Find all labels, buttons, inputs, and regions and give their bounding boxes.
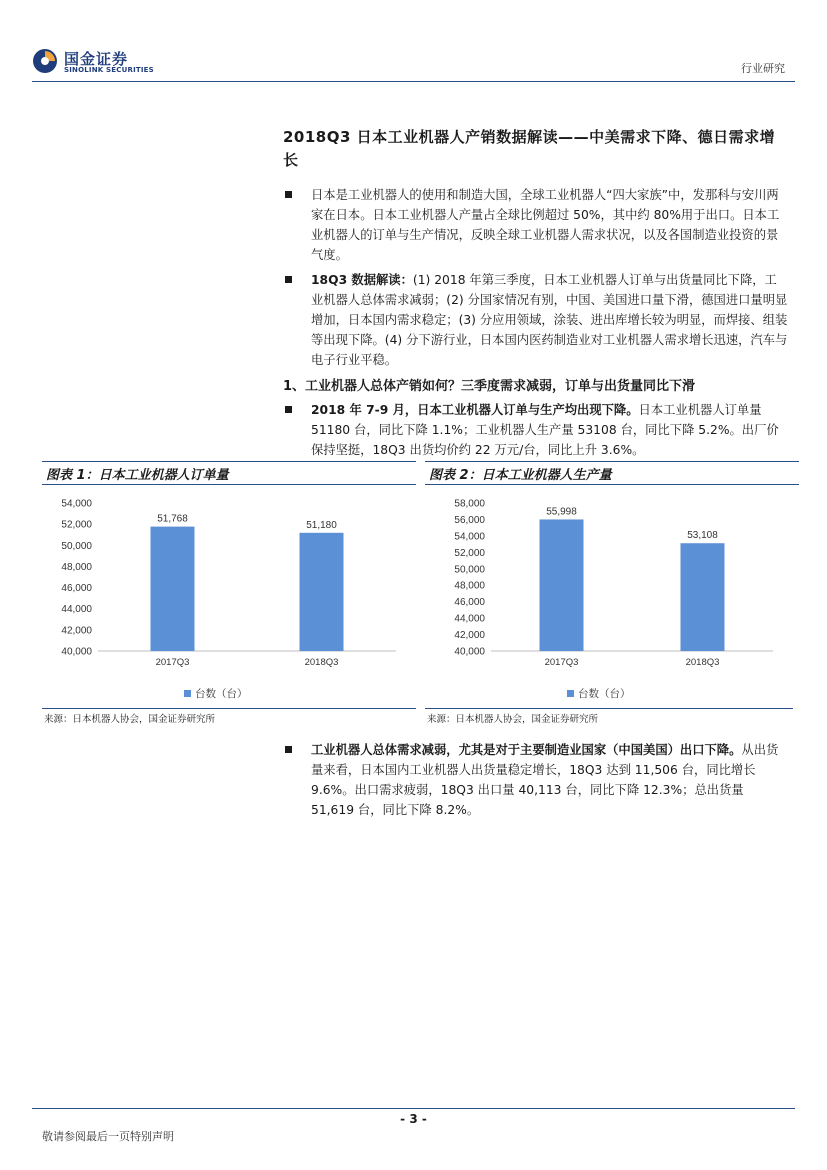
header-divider <box>32 81 795 82</box>
x-tick-label: 2017Q3 <box>155 657 190 668</box>
chart-production-plot <box>425 485 793 709</box>
bar <box>300 533 344 651</box>
y-tick-label: 52,000 <box>454 547 485 559</box>
x-tick-label: 2018Q3 <box>685 657 720 668</box>
y-tick-label: 50,000 <box>61 540 92 552</box>
paragraph-body: 从出货量来看，日本国内工业机器人出货量稳定增长，18Q3 达到 11,506 台，同比增长 9.6%。出口需求疲弱，18Q3 出口量 40,113 台，同比下降 12.3%；总出货量 51,619 台，同比下降 8.2%。 <box>311 743 779 817</box>
data-label: 51,180 <box>306 519 337 531</box>
bullet-icon <box>285 406 292 413</box>
y-tick-label: 46,000 <box>61 583 92 595</box>
y-tick-label: 52,000 <box>61 519 92 531</box>
chart-title: 图表 2：日本工业机器人生产量 <box>425 461 799 485</box>
y-tick-label: 46,000 <box>454 597 485 609</box>
page-number: - 3 - <box>400 1112 427 1126</box>
paragraph-lead: 18Q3 数据解读： <box>311 273 413 287</box>
data-label: 51,768 <box>157 513 188 525</box>
y-tick-label: 44,000 <box>61 604 92 616</box>
paragraph-intro <box>311 185 789 265</box>
footer-divider <box>32 1108 795 1109</box>
bullet-icon <box>285 191 292 198</box>
legend-swatch <box>567 690 574 697</box>
paragraph-q3-summary <box>311 270 789 370</box>
legend-label: 台数（台） <box>195 688 248 700</box>
logo-mark-icon <box>32 48 58 74</box>
y-tick-label: 40,000 <box>454 646 485 658</box>
chart-production <box>425 461 799 713</box>
paragraph-body: (1) 2018 年第三季度，日本工业机器人订单与出货量同比下降，工业机器人总体需求减弱；(2) 分国家情况有别，中国、美国进口量下滑，德国进口量明显增加，日本国内需求稳定；(3) 分应用领域，涂装、进出库增长较为明显，而焊接、组装等出现下降。(4) 分下游行业，日本国内医药制造业对工业机器人需求增长迅速，汽车与电子行业平稳。 <box>311 273 788 367</box>
paragraph-intro-text: 日本是工业机器人的使用和制造大国，全球工业机器人“四大家族”中，发那科与安川两家在日本。日本工业机器人产量占全球比例超过 50%，其中约 80%用于出口。日本工业机器人的订单与生产情况，反映全球工业机器人需求状况，以及各国制造业投资的景气度。 <box>311 188 780 262</box>
logo-text-en: SINOLINK SECURITIES <box>64 66 154 74</box>
x-tick-label: 2018Q3 <box>304 657 339 668</box>
y-tick-label: 56,000 <box>454 514 485 526</box>
legend-swatch <box>184 690 191 697</box>
y-tick-label: 48,000 <box>454 580 485 592</box>
bullet-icon <box>285 276 292 283</box>
y-tick-label: 54,000 <box>454 531 485 543</box>
source-divider <box>42 708 416 709</box>
report-category: 行业研究 <box>741 62 785 75</box>
bar <box>540 519 584 651</box>
y-tick-label: 42,000 <box>61 625 92 637</box>
paragraph-lead: 工业机器人总体需求减弱，尤其是对于主要制造业国家（中国美国）出口下降。 <box>311 743 742 757</box>
y-tick-label: 58,000 <box>454 498 485 510</box>
y-tick-label: 44,000 <box>454 613 485 625</box>
chart-source: 来源：日本机器人协会，国金证券研究所 <box>44 714 216 725</box>
section-heading: 1、工业机器人总体产销如何？三季度需求减弱，订单与出货量同比下滑 <box>283 379 696 394</box>
y-tick-label: 54,000 <box>61 498 92 510</box>
paragraph-orders-production <box>311 400 789 460</box>
logo-text-cn: 国金证券 <box>64 50 129 68</box>
chart-orders <box>42 461 416 713</box>
bullet-icon <box>285 746 292 753</box>
chart-source: 来源：日本机器人协会，国金证券研究所 <box>427 714 599 725</box>
data-label: 53,108 <box>687 530 718 542</box>
paragraph-body: 日本工业机器人订单量 51180 台，同比下降 1.1%；工业机器人生产量 53108 台，同比下降 5.2%。出厂价保持坚挺，18Q3 出货均价约 22 万元/台，同比上升 3.6%。 <box>311 403 779 457</box>
footer-disclaimer: 敬请参阅最后一页特别声明 <box>42 1130 174 1143</box>
y-tick-label: 42,000 <box>454 630 485 642</box>
y-tick-label: 48,000 <box>61 561 92 573</box>
chart-orders-plot <box>42 485 416 709</box>
y-tick-label: 50,000 <box>454 564 485 576</box>
data-label: 55,998 <box>546 506 577 518</box>
paragraph-shipments <box>311 740 789 820</box>
x-tick-label: 2017Q3 <box>544 657 579 668</box>
bar <box>681 543 725 651</box>
paragraph-lead: 2018 年 7-9 月，日本工业机器人订单与生产均出现下降。 <box>311 403 639 417</box>
legend-label: 台数（台） <box>578 688 631 700</box>
bar <box>151 527 195 651</box>
document-title: 2018Q3 日本工业机器人产销数据解读——中美需求下降、德日需求增长 <box>283 128 776 169</box>
source-divider <box>425 708 793 709</box>
chart-title: 图表 1：日本工业机器人订单量 <box>42 461 416 485</box>
y-tick-label: 40,000 <box>61 646 92 658</box>
